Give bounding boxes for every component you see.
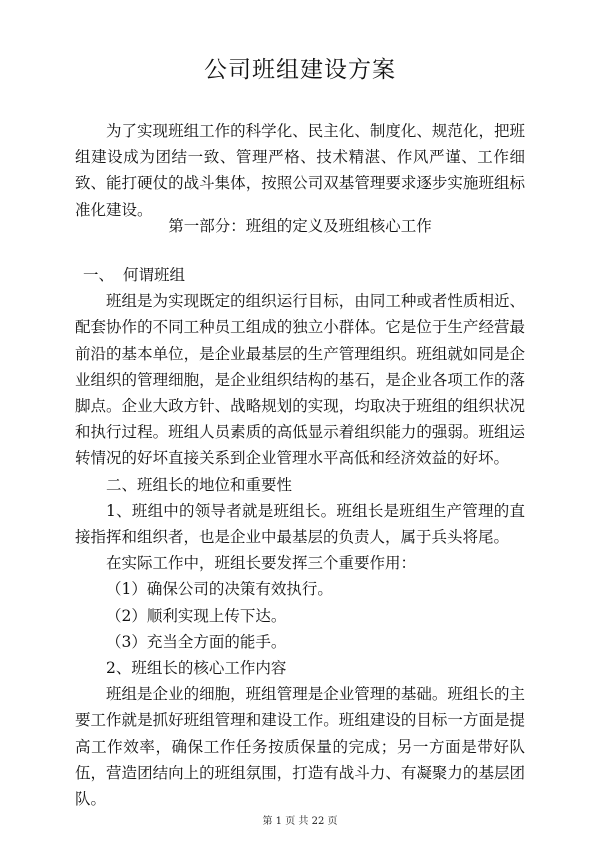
section-1-title: 何谓班组 [123,266,186,284]
part-heading: 第一部分：班组的定义及班组核心工作 [168,217,432,235]
section-2-paragraph-1: 1、班组中的领导者就是班组长。班组长是班组生产管理的直接指挥和组织者，也是企业中最基层的负责人，属于兵头将尾。 [75,501,525,547]
section-1-number: 一、 [83,266,115,284]
content-block [75,262,525,812]
section-2-paragraph-2: 在实际工作中，班组长要发挥三个重要作用： [106,554,417,573]
intro-paragraph: 为了实现班组工作的科学化、民主化、制度化、规范化，把班组建设成为团结一致、管理严格、技术精湛、作风严谨、工作细致、能打硬仗的战斗集体，按照公司双基管理要求逐步实施班组标准化建设。 [75,122,525,219]
document-title: 公司班组建设方案 [204,57,396,83]
section-2-list-item-2: （2）顺利实现上传下达。 [106,606,287,625]
page-footer: 第 1 页 共 22 页 [262,816,338,827]
section-2-list-item-3: （3）充当全方面的能手。 [106,632,287,651]
section-2-paragraph-4: 班组是企业的细胞，班组管理是企业管理的基础。班组长的主要工作就是抓好班组管理和建设工作。班组建设的目标一方面是提高工作效率，确保工作任务按质保量的完成；另一方面是带好队伍，营造团结向上的班组氛围，打造有战斗力、有凝聚力的基层团队。 [75,685,525,809]
intro-block [75,118,525,223]
section-2-heading: 二、班组长的地位和重要性 [106,475,293,494]
section-2-list-item-1: （1）确保公司的决策有效执行。 [106,580,333,599]
section-1-body: 班组是为实现既定的组织运行目标，由同工种或者性质相近、配套协作的不同工种员工组成的独立小群体。它是位于生产经营最前沿的基本单位，是企业最基层的生产管理组织。班组就如同是企业组织的管理细胞，是企业组织结构的基石，是企业各项工作的落脚点。企业大政方针、战略规划的实现，均取决于班组的组织状况和执行过程。班组人员素质的高低显示着组织能力的强弱。班组运转情况的好坏直接关系到企业管理水平高低和经济效益的好坏。 [75,292,525,468]
section-1-heading [75,262,525,288]
section-2-paragraph-3: 2、班组长的核心工作内容 [106,659,287,678]
